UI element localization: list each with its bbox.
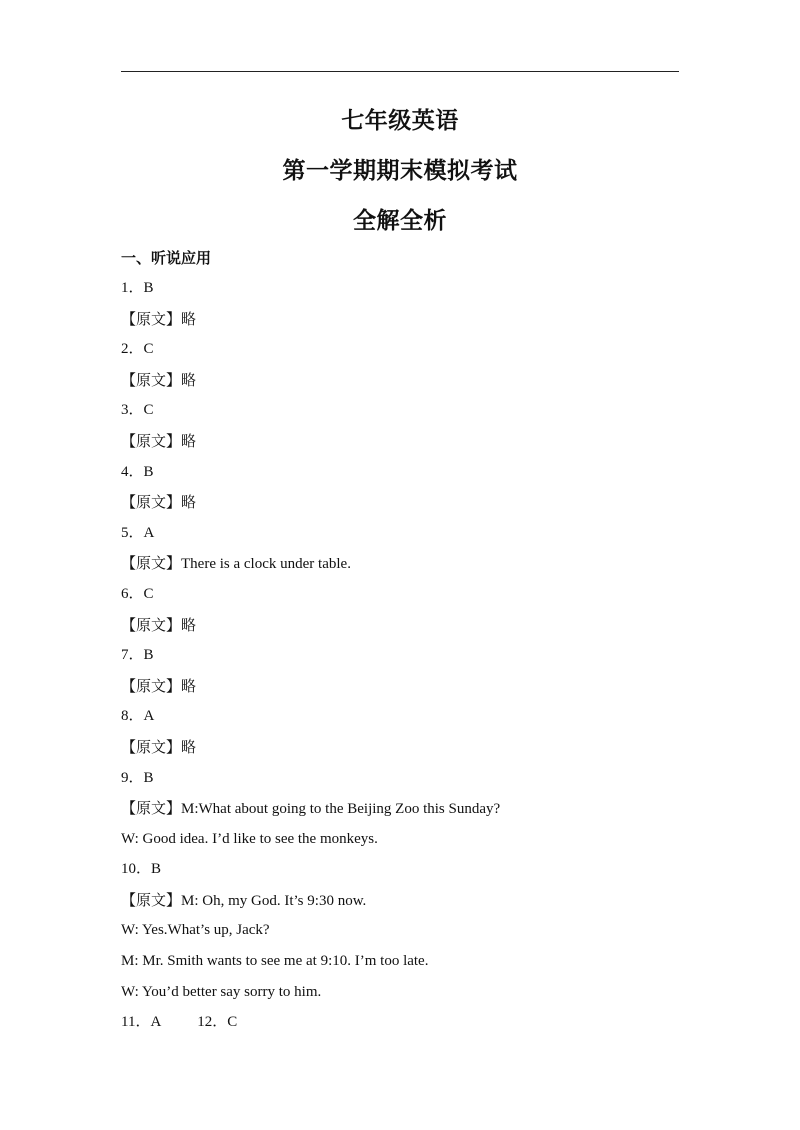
answer-number: 8．A <box>121 708 155 725</box>
header-rule <box>121 71 679 72</box>
transcript-text: 略 <box>181 311 197 328</box>
transcript-tag: 【原文】 <box>121 676 182 695</box>
answer-number: 10．B <box>121 861 162 878</box>
transcript-line <box>121 675 681 706</box>
answer-number: 12．C <box>197 1014 238 1031</box>
answer-number: 3．C <box>121 402 154 419</box>
dialogue-line <box>121 981 681 1012</box>
transcript-tag: 【原文】 <box>121 890 182 909</box>
document-subtitle-analysis: 全解全析 <box>353 208 447 234</box>
transcript-tag: 【原文】 <box>121 615 182 634</box>
answer-number: 4．B <box>121 463 154 480</box>
answer-item-5 <box>121 522 681 553</box>
answer-number: 9．B <box>121 769 154 786</box>
document-title: 七年级英语 <box>341 108 459 134</box>
answer-item-6 <box>121 583 681 614</box>
answer-number: 6．C <box>121 585 154 602</box>
transcript-text: 略 <box>181 433 197 450</box>
transcript-tag: 【原文】 <box>121 737 182 756</box>
answer-item-11-12 <box>121 1011 681 1042</box>
answer-item-1 <box>121 277 681 308</box>
transcript-text: 略 <box>181 495 197 512</box>
transcript-tag: 【原文】 <box>121 554 182 573</box>
transcript-tag: 【原文】 <box>121 309 182 328</box>
transcript-line <box>121 430 681 461</box>
answer-item-4 <box>121 461 681 492</box>
dialogue-text: M: Mr. Smith wants to see me at 9:10. I’m too late. <box>121 953 429 970</box>
transcript-line <box>121 369 681 400</box>
transcript-tag: 【原文】 <box>121 431 182 450</box>
transcript-text: M: Oh, my God. It’s 9:30 now. <box>181 892 367 909</box>
transcript-tag: 【原文】 <box>121 799 182 818</box>
answer-number: 11．A <box>121 1014 162 1031</box>
transcript-line <box>121 889 681 920</box>
transcript-tag: 【原文】 <box>121 493 182 512</box>
transcript-text: There is a clock under table. <box>181 556 351 573</box>
dialogue-line <box>121 919 681 950</box>
transcript-line <box>121 614 681 645</box>
dialogue-text: W: You’d better say sorry to him. <box>121 983 322 1000</box>
transcript-line <box>121 736 681 767</box>
answer-item-9 <box>121 767 681 798</box>
transcript-text: 略 <box>181 739 197 756</box>
dialogue-line <box>121 950 681 981</box>
transcript-line <box>121 491 681 522</box>
answer-item-3 <box>121 399 681 430</box>
transcript-text: 略 <box>181 372 197 389</box>
section-heading: 一、听说应用 <box>121 249 212 267</box>
transcript-tag: 【原文】 <box>121 370 182 389</box>
answer-number: 7．B <box>121 647 154 664</box>
dialogue-text: W: Yes.What’s up, Jack? <box>121 922 270 939</box>
answer-item-10 <box>121 858 681 889</box>
document-subtitle: 第一学期期末模拟考试 <box>282 158 518 184</box>
answer-number: 2．C <box>121 341 154 358</box>
transcript-text: 略 <box>181 617 197 634</box>
answer-list <box>121 277 681 1042</box>
dialogue-line <box>121 828 681 859</box>
transcript-line <box>121 797 681 828</box>
answer-item-7 <box>121 644 681 675</box>
transcript-line <box>121 308 681 339</box>
transcript-line <box>121 552 681 583</box>
transcript-text: M:What about going to the Beijing Zoo this Sunday? <box>181 801 501 818</box>
answer-number: 5．A <box>121 524 155 541</box>
answer-number: 1．B <box>121 280 154 296</box>
dialogue-text: W: Good idea. I’d like to see the monkeys. <box>121 830 378 847</box>
answer-item-8 <box>121 705 681 736</box>
answer-item-2 <box>121 338 681 369</box>
transcript-text: 略 <box>181 678 197 695</box>
